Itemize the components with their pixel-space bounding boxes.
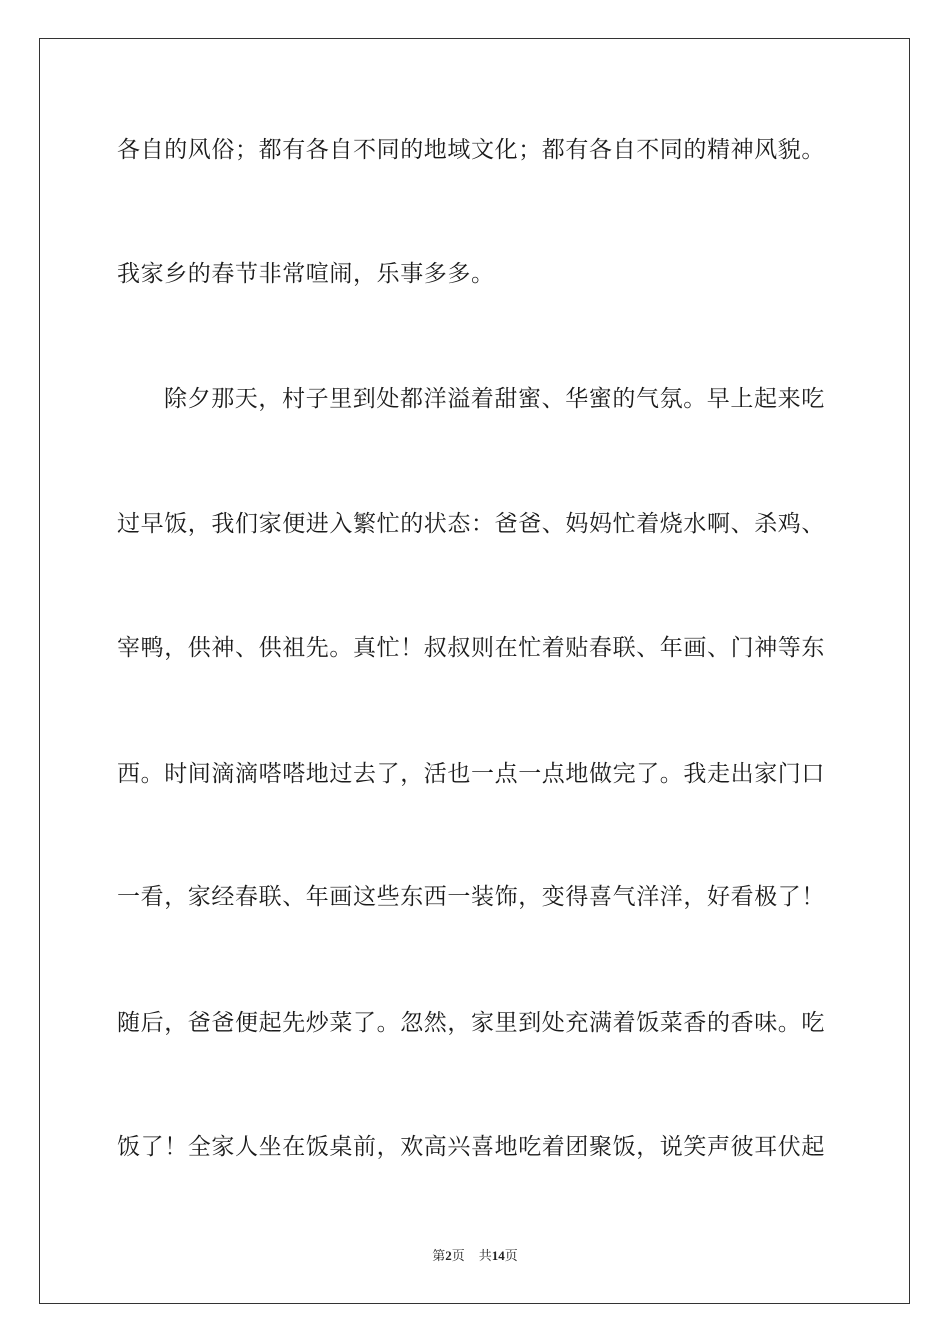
page-border xyxy=(39,38,910,1304)
total-prefix: 共 xyxy=(478,1248,492,1263)
text-line: 西。时间滴滴嗒嗒地过去了，活也一点一点地做完了。我走出家门口 xyxy=(117,761,825,787)
text-line: 过早饭，我们家便进入繁忙的状态：爸爸、妈妈忙着烧水啊、杀鸡、 xyxy=(117,511,825,537)
text-line: 各自的风俗；都有各自不同的地域文化；都有各自不同的精神风貌。 xyxy=(117,137,825,163)
page-footer xyxy=(0,1248,950,1264)
text-line: 一看，家经春联、年画这些东西一装饰，变得喜气洋洋，好看极了！ xyxy=(117,884,825,910)
text-line: 我家乡的春节非常喧闹，乐事多多。 xyxy=(117,261,495,287)
page-unit: 页 xyxy=(451,1248,465,1263)
page-number: 2 xyxy=(445,1248,452,1263)
text-line: 饭了！全家人坐在饭桌前，欢高兴喜地吃着团聚饭，说笑声彼耳伏起 xyxy=(117,1134,825,1160)
page-prefix: 第 xyxy=(432,1248,446,1263)
text-line: 随后，爸爸便起先炒菜了。忽然，家里到处充满着饭菜香的香味。吃 xyxy=(117,1010,825,1036)
paragraph-start-line: 除夕那天，村子里到处都洋溢着甜蜜、华蜜的气氛。早上起来吃 xyxy=(164,386,825,412)
total-unit: 页 xyxy=(504,1248,518,1263)
text-line: 宰鸭，供神、供祖先。真忙！叔叔则在忙着贴春联、年画、门神等东 xyxy=(117,635,825,661)
total-pages: 14 xyxy=(491,1248,505,1263)
